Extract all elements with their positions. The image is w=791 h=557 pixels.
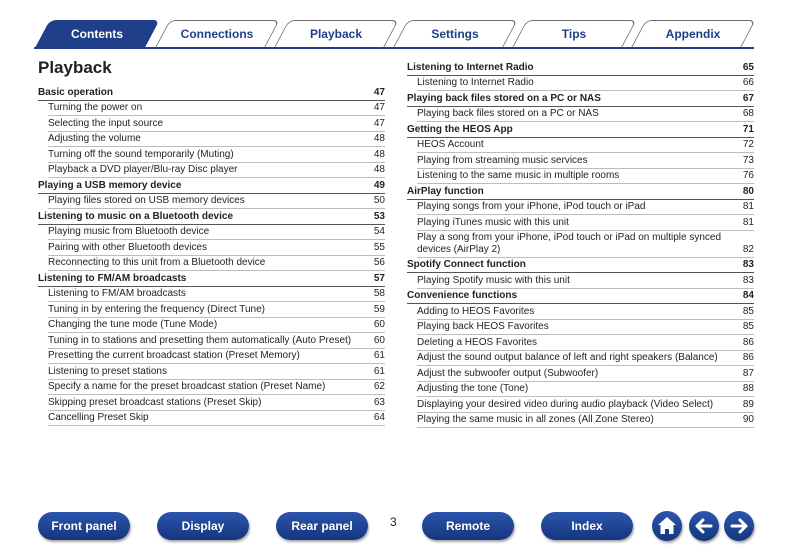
toc-entry-title: Playing back files stored on a PC or NAS (417, 108, 599, 119)
toc-page-number: 83 (742, 274, 754, 286)
rear-panel-button[interactable]: Rear panel (276, 512, 368, 540)
home-icon (652, 511, 682, 541)
toc-entry[interactable] (48, 147, 385, 163)
tab-label: Connections (180, 27, 254, 41)
toc-page-number: 73 (742, 154, 754, 166)
toc-entry-title: Pairing with other Bluetooth devices (48, 241, 207, 253)
toc-entry[interactable] (48, 349, 385, 365)
home-button[interactable] (652, 511, 682, 541)
toc-page-number: 61 (373, 365, 385, 377)
toc-page-number: 48 (373, 133, 385, 144)
toc-entry[interactable] (48, 194, 385, 210)
toc-page-number: 53 (373, 210, 385, 222)
toc-page-number: 81 (742, 216, 754, 228)
toc-entry[interactable] (48, 333, 385, 349)
toc-entry-title: Adding to HEOS Favorites (417, 305, 535, 317)
toc-entry-title: Convenience functions (407, 290, 518, 301)
toc-entry[interactable] (48, 256, 385, 272)
page-title: Playback (38, 58, 112, 77)
toc-page-number: 87 (742, 367, 754, 379)
toc-page-number: 63 (373, 396, 385, 408)
toc-entry[interactable] (48, 287, 385, 303)
toc-entry-title: Selecting the input source (48, 117, 164, 129)
tab-bar (34, 20, 754, 50)
toc-entry-title: Playing from streaming music services (417, 154, 588, 166)
toc-entry-title: Playing the same music in all zones (All Zone Stereo) (417, 414, 654, 425)
toc-entry[interactable] (417, 397, 754, 413)
toc-page-number: 66 (742, 77, 754, 88)
tab-settings[interactable] (392, 20, 517, 49)
toc-entry-title: Listening to Internet Radio (417, 77, 534, 88)
toc-entry-title: Adjusting the volume (48, 133, 141, 144)
toc-right-column (407, 60, 754, 428)
toc-page-number: 56 (373, 257, 385, 268)
front-panel-button[interactable]: Front panel (38, 512, 130, 540)
toc-entry-title: Displaying your desired video during audio playback (Video Select) (417, 398, 714, 410)
toc-entry[interactable] (417, 366, 754, 382)
toc-entry-title: Reconnecting to this unit from a Bluetooth device (48, 257, 266, 268)
toc-entry[interactable] (417, 153, 754, 169)
tab-label: Appendix (665, 27, 721, 41)
toc-entry[interactable] (48, 101, 385, 117)
toc-section-heading[interactable] (38, 85, 385, 101)
toc-page-number: 65 (742, 61, 754, 73)
toc-page-number: 82 (742, 243, 754, 255)
tab-label: Tips (561, 27, 587, 41)
toc-page-number: 47 (373, 102, 385, 113)
toc-entry[interactable] (417, 231, 754, 258)
toc-entry[interactable] (48, 364, 385, 380)
toc-entry-title: Turning off the sound temporarily (Muting) (48, 148, 234, 160)
toc-page-number: 54 (373, 226, 385, 237)
remote-button[interactable]: Remote (422, 512, 514, 540)
tab-playback[interactable] (273, 20, 398, 49)
display-button[interactable]: Display (157, 512, 249, 540)
toc-entry[interactable] (417, 351, 754, 367)
toc-entry-title: Listening to Internet Radio (407, 61, 534, 73)
toc-entry-title: Adjusting the tone (Tone) (417, 383, 529, 394)
tab-contents[interactable] (34, 20, 159, 49)
tab-connections[interactable] (154, 20, 279, 49)
tab-label: Settings (431, 27, 479, 41)
toc-entry-title: Adjust the subwoofer output (Subwoofer) (417, 367, 599, 379)
toc-page-number: 85 (742, 305, 754, 317)
toc-page-number: 88 (742, 383, 754, 394)
toc-entry-title: Adjust the sound output balance of left and right speakers (Balance) (417, 352, 718, 363)
toc-page-number: 60 (373, 319, 385, 330)
toc-page-number: 71 (742, 123, 754, 135)
toc-entry[interactable] (417, 335, 754, 351)
toc-section-heading[interactable] (407, 289, 754, 305)
toc-entry[interactable] (417, 382, 754, 398)
toc-entry-title: Turning the power on (48, 102, 143, 113)
toc-entry-title: Playback a DVD player/Blu-ray Disc player (48, 164, 238, 175)
toc-entry[interactable] (48, 240, 385, 256)
toc-entry[interactable] (417, 76, 754, 92)
toc-page-number: 76 (742, 170, 754, 181)
toc-section-heading[interactable] (38, 178, 385, 194)
toc-page-number: 64 (373, 412, 385, 423)
toc-page-number: 48 (373, 148, 385, 160)
toc-entry-title: Playing files stored on USB memory devices (48, 195, 245, 206)
toc-entry-title: Playing a USB memory device (38, 179, 182, 191)
toc-entry-title: Getting the HEOS App (407, 123, 513, 135)
toc-entry-title: Play a song from your iPhone, iPod touch or iPad on multiple synced devices (AirPlay 2) (417, 232, 722, 255)
toc-left-column (38, 85, 385, 426)
toc-page-number: 72 (742, 139, 754, 150)
tab-divider (34, 47, 754, 49)
toc-entry-title: Listening to FM/AM broadcasts (48, 288, 186, 299)
toc-page-number: 49 (373, 179, 385, 191)
toc-entry[interactable] (417, 200, 754, 216)
toc-entry[interactable] (48, 225, 385, 241)
toc-entry-title: Presetting the current broadcast station (Preset Memory) (48, 350, 300, 361)
toc-page-number: 47 (373, 86, 385, 98)
toc-entry-title: Basic operation (38, 86, 114, 98)
toc-entry-title: Listening to music on a Bluetooth device (38, 210, 234, 222)
toc-entry-title: Skipping preset broadcast stations (Preset Skip) (48, 396, 262, 408)
toc-entry[interactable] (48, 380, 385, 396)
toc-entry-title: Playing back HEOS Favorites (417, 321, 549, 332)
toc-entry[interactable] (48, 411, 385, 427)
index-button[interactable]: Index (541, 512, 633, 540)
toc-entry-title: Spotify Connect function (407, 259, 526, 270)
toc-entry-title: Playing back files stored on a PC or NAS (407, 92, 601, 104)
tab-label: Contents (71, 27, 123, 41)
toc-entry-title: Tuning in to stations and presetting them automatically (Auto Preset) (48, 334, 352, 346)
toc-page-number: 86 (742, 336, 754, 348)
toc-entry[interactable] (48, 318, 385, 334)
toc-entry-title: Specify a name for the preset broadcast station (Preset Name) (48, 381, 326, 392)
toc-entry-title: Listening to preset stations (48, 365, 167, 377)
toc-entry-title: Listening to FM/AM broadcasts (38, 272, 187, 284)
toc-page-number: 57 (373, 272, 385, 284)
toc-page-number: 89 (742, 398, 754, 410)
back-button[interactable] (689, 511, 719, 541)
toc-entry-title: AirPlay function (407, 185, 484, 197)
forward-button[interactable] (724, 511, 754, 541)
toc-section-heading[interactable] (38, 209, 385, 225)
toc-section-heading[interactable] (407, 60, 754, 76)
toc-page-number: 48 (373, 164, 385, 175)
toc-section-heading[interactable] (407, 184, 754, 200)
toc-entry-title: Playing songs from your iPhone, iPod touch or iPad (417, 201, 646, 212)
toc-entry[interactable] (417, 413, 754, 429)
toc-entry[interactable] (48, 132, 385, 148)
toc-page-number: 47 (373, 117, 385, 129)
toc-page-number: 83 (742, 259, 754, 270)
toc-page-number: 84 (742, 290, 754, 301)
toc-page-number: 55 (373, 241, 385, 253)
toc-page-number: 58 (373, 288, 385, 299)
toc-entry-title: Listening to the same music in multiple rooms (417, 170, 620, 181)
toc-section-heading[interactable] (38, 271, 385, 287)
toc-page-number: 62 (373, 381, 385, 392)
toc-entry-title: Cancelling Preset Skip (48, 412, 149, 423)
toc-entry[interactable] (417, 138, 754, 154)
toc-entry-title: Playing music from Bluetooth device (48, 226, 210, 237)
tab-label: Playback (309, 27, 363, 41)
toc-entry[interactable] (48, 302, 385, 318)
toc-section-heading[interactable] (407, 258, 754, 274)
toc-page-number: 67 (742, 92, 754, 104)
toc-page-number: 61 (373, 350, 385, 361)
arrow-right-icon (724, 511, 754, 541)
arrow-left-icon (689, 511, 719, 541)
tab-appendix[interactable] (630, 20, 755, 49)
toc-page-number: 90 (742, 414, 754, 425)
toc-entry[interactable] (417, 169, 754, 185)
tab-tips[interactable] (511, 20, 636, 49)
toc-page-number: 85 (742, 321, 754, 332)
toc-entry[interactable] (417, 107, 754, 123)
toc-page-number: 50 (373, 195, 385, 206)
toc-entry[interactable] (417, 304, 754, 320)
page-number: 3 (390, 515, 397, 529)
toc-entry-title: Changing the tune mode (Tune Mode) (48, 319, 218, 330)
toc-entry[interactable] (48, 163, 385, 179)
toc-page-number: 81 (742, 201, 754, 212)
toc-entry[interactable] (417, 320, 754, 336)
toc-entry-title: Tuning in by entering the frequency (Direct Tune) (48, 303, 265, 315)
toc-page-number: 68 (742, 108, 754, 119)
toc-section-heading[interactable] (407, 91, 754, 107)
toc-entry[interactable] (417, 273, 754, 289)
toc-entry-title: HEOS Account (417, 139, 484, 150)
toc-entry[interactable] (48, 395, 385, 411)
toc-entry-title: Playing Spotify music with this unit (417, 274, 570, 286)
toc-page-number: 60 (373, 334, 385, 346)
toc-entry-title: Playing iTunes music with this unit (417, 216, 569, 228)
toc-entry[interactable] (417, 215, 754, 231)
toc-page-number: 59 (373, 303, 385, 315)
toc-entry-title: Deleting a HEOS Favorites (417, 336, 538, 348)
toc-section-heading[interactable] (407, 122, 754, 138)
toc-page-number: 86 (742, 352, 754, 363)
toc-entry[interactable] (48, 116, 385, 132)
toc-page-number: 80 (742, 185, 754, 197)
